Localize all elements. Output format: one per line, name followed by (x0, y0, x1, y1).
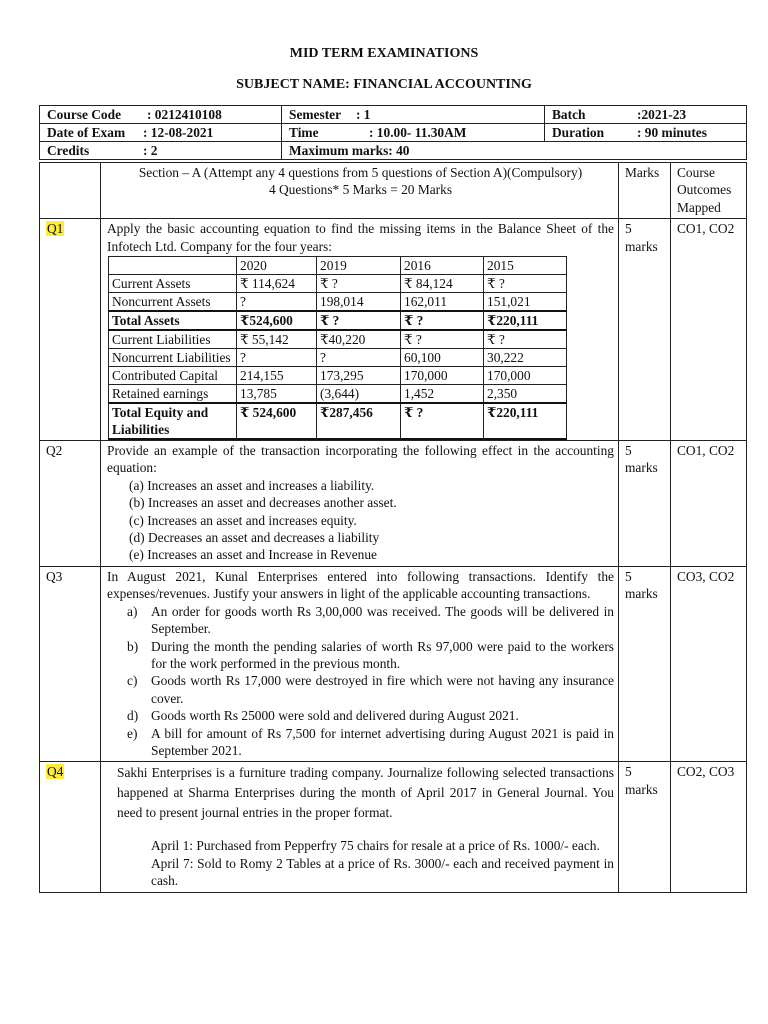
q3-items (107, 603, 614, 760)
table-row: Current Assets ₹ 114,624 ₹ ? ₹ 84,124 ₹ ? (109, 275, 567, 293)
question-row-q2 (40, 441, 747, 567)
question-body (101, 566, 619, 761)
q4-journal-entries (107, 823, 614, 889)
question-marks: 5 marks (619, 441, 671, 567)
section-number-cell (40, 163, 101, 219)
course-code-cell: Course Code : 0212410108 (40, 106, 282, 124)
question-co: CO1, CO2 (671, 441, 747, 567)
question-number: Q4 (40, 762, 101, 892)
question-co: CO3, CO2 (671, 566, 747, 761)
question-co: CO2, CO3 (671, 762, 747, 892)
balance-sheet-header-row: 2020 2019 2016 2015 (109, 257, 567, 275)
table-row: Noncurrent Assets ? 198,014 162,011 151,021 (109, 293, 567, 312)
date-cell: Date of Exam : 12-08-2021 (40, 124, 282, 142)
subject-name: SUBJECT NAME: FINANCIAL ACCOUNTING (236, 77, 532, 92)
list-item: (a) Increases an asset and increases a liability. (129, 477, 375, 493)
marks-header: Marks (619, 163, 671, 219)
table-row: Retained earnings 13,785 (3,644) 1,452 2,350 (109, 385, 567, 404)
max-marks-cell: Maximum marks: 40 (282, 142, 747, 160)
table-row: Contributed Capital 214,155 173,295 170,000 170,000 (109, 367, 567, 385)
question-row-q3 (40, 566, 747, 761)
question-marks: 5 marks (619, 566, 671, 761)
question-row-q1 (40, 219, 747, 441)
question-text: Apply the basic accounting equation to find the missing items in the Balance Sheet of the Infotech Ltd. Company for the four years: (107, 221, 614, 254)
semester-cell: Semester : 1 (282, 106, 545, 124)
exam-title: MID TERM EXAMINATIONS (289, 46, 479, 61)
question-body (101, 219, 619, 441)
batch-cell: Batch :2021-23 (545, 106, 747, 124)
question-number: Q2 (40, 441, 101, 567)
question-text: Provide an example of the transaction incorporating the following effect in the accounting equation: (107, 443, 614, 476)
list-item: (d) Decreases an asset and decreases a liability (129, 530, 380, 546)
question-body (101, 762, 619, 892)
list-item: e) A bill for amount of Rs 7,500 for internet advertising during August 2021 is paid in September 2021. (127, 725, 614, 758)
question-marks: 5 marks (619, 219, 671, 441)
balance-sheet-table (108, 256, 567, 440)
question-co: CO1, CO2 (671, 219, 747, 441)
list-item: b) During the month the pending salaries of worth Rs 97,000 were paid to the workers for the work performed in the previous month. (127, 638, 614, 671)
duration-cell: Duration : 90 minutes (545, 124, 747, 142)
questions-table (39, 162, 747, 893)
time-cell: Time : 10.00- 11.30AM (282, 124, 545, 142)
question-row-q4 (40, 762, 747, 892)
table-row: Noncurrent Liabilities ? ? 60,100 30,222 (109, 349, 567, 367)
co-header: Course Outcomes Mapped (671, 163, 747, 219)
list-item: (c) Increases an asset and increases equity. (129, 512, 357, 528)
section-instructions: Section – A (Attempt any 4 questions from 5 questions of Section A)(Compulsory) 4 Questions* 5 Marks = 20 Marks (101, 163, 619, 219)
question-body (101, 441, 619, 567)
list-item: (b) Increases an asset and decreases another asset. (129, 495, 397, 511)
credits-cell: Credits : 2 (40, 142, 282, 160)
question-text: Sakhi Enterprises is a furniture trading company. Journalize following selected transactions happened at Sharma Enterprises during the month of April 2017 in General Journal. You need to present journal entries in the proper format. (117, 765, 614, 821)
list-item: (e) Increases an asset and Increase in Revenue (129, 547, 377, 563)
question-number: Q1 (40, 219, 101, 441)
question-number: Q3 (40, 566, 101, 761)
table-row-total-equity: Total Equity and Liabilities ₹ 524,600 ₹287,456 ₹ ? ₹220,111 (109, 403, 567, 439)
table-row: Current Liabilities ₹ 55,142 ₹40,220 ₹ ? ₹ ? (109, 330, 567, 349)
exam-info-table (39, 105, 747, 160)
list-item: a) An order for goods worth Rs 3,00,000 was received. The goods will be delivered in September. (127, 603, 614, 637)
question-marks: 5 marks (619, 762, 671, 892)
table-row-total-assets: Total Assets ₹524,600 ₹ ? ₹ ? ₹220,111 (109, 311, 567, 330)
list-item: d) Goods worth Rs 25000 were sold and delivered during August 2021. (127, 708, 519, 724)
question-text: In August 2021, Kunal Enterprises entered into following transactions. Identify the expenses/revenues. Justify your answers in light of the applicable accounting transactions. (107, 568, 614, 602)
q2-items (107, 477, 614, 564)
list-item: April 7: Sold to Romy 2 Tables at a price of Rs. 3000/- each and received payment in cash. (151, 855, 614, 889)
list-item: c) Goods worth Rs 17,000 were destroyed in fire which were not having any insurance cover. (127, 673, 614, 706)
list-item: April 1: Purchased from Pepperfry 75 chairs for resale at a price of Rs. 1000/- each. (151, 838, 600, 854)
